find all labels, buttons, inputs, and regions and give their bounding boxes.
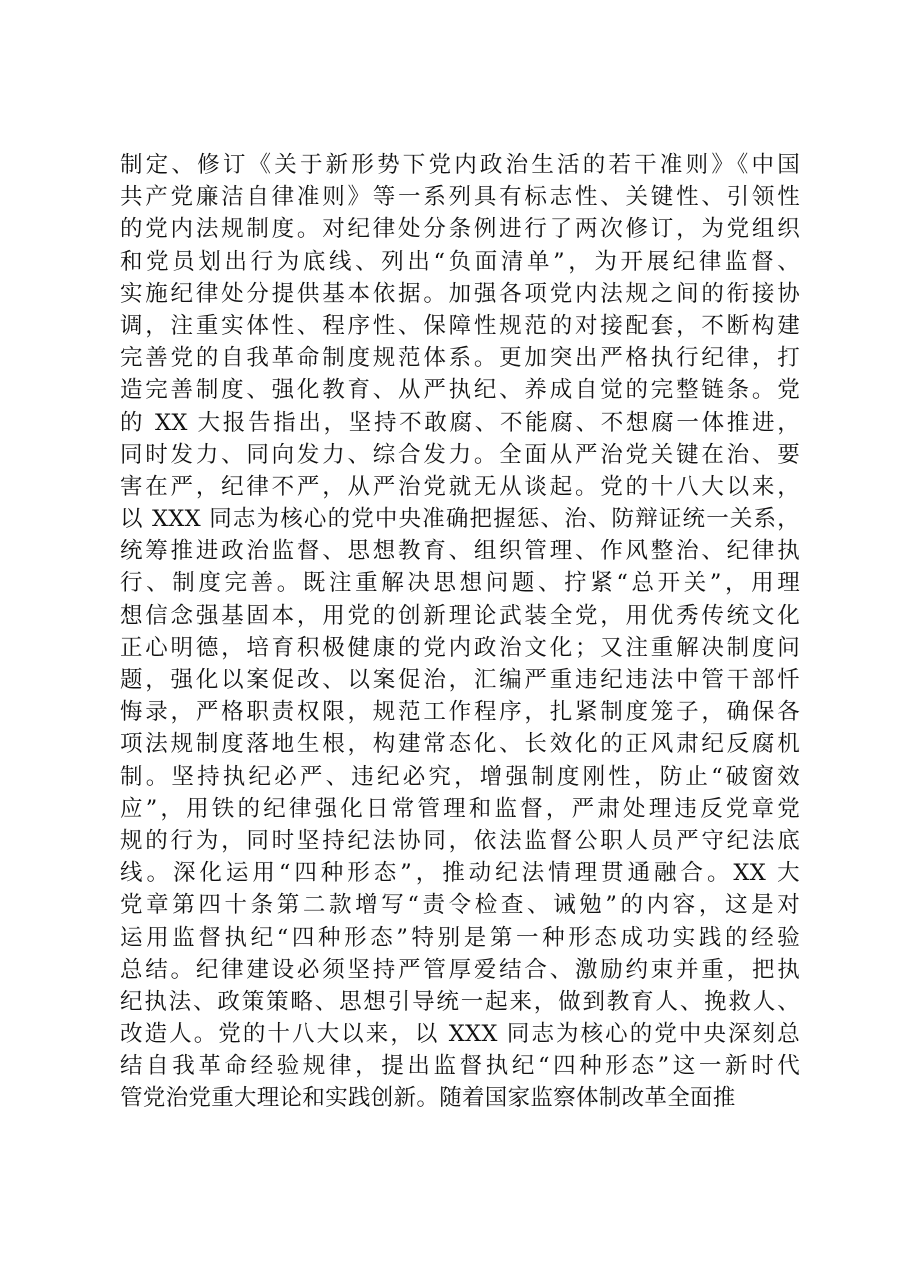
text-line: 的 XX 大报告指出，坚持不敢腐、不能腐、不想腐一体推进， (120, 409, 800, 436)
text-line: 项法规制度落地生根，构建常态化、长效化的正风肃纪反腐机 (120, 731, 800, 758)
text-line: 正心明德，培育积极健康的党内政治文化；又注重解决制度问 (120, 634, 800, 661)
text-line: 统筹推进政治监督、思想教育、组织管理、作风整治、纪律执 (120, 538, 800, 565)
text-line: 运用监督执纪“四种形态”特别是第一种形态成功实践的经验 (120, 924, 800, 951)
text-line: 悔录，严格职责权限，规范工作程序，扎紧制度笼子，确保各 (120, 699, 800, 726)
text-line: 改造人。党的十八大以来，以 XXX 同志为核心的党中央深刻总 (120, 1021, 800, 1048)
text-line: 想信念强基固本，用党的创新理论武装全党，用优秀传统文化 (120, 602, 800, 629)
text-line: 行、制度完善。既注重解决思想问题、拧紧“总开关”，用理 (120, 570, 800, 597)
text-line: 同时发力、同向发力、综合发力。全面从严治党关键在治、要 (120, 441, 800, 468)
text-line: 的党内法规制度。对纪律处分条例进行了两次修订，为党组织 (120, 216, 800, 243)
text-line: 规的行为，同时坚持纪法协同，依法监督公职人员严守纪法底 (120, 827, 800, 854)
text-line: 制定、修订《关于新形势下党内政治生活的若干准则》《中国 (120, 152, 800, 178)
text-line: 线。深化运用“四种形态”，推动纪法情理贯通融合。XX 大 (120, 860, 800, 887)
text-line: 党章第四十条第二款增写“责令检查、诫勉”的内容，这是对 (120, 892, 800, 919)
text-line: 以 XXX 同志为核心的党中央准确把握惩、治、防辩证统一关系， (120, 506, 800, 533)
text-line: 实施纪律处分提供基本依据。加强各项党内法规之间的衔接协 (120, 280, 800, 307)
text-line: 制。坚持执纪必严、违纪必究，增强制度刚性，防止“破窗效 (120, 763, 800, 790)
text-line: 结自我革命经验规律，提出监督执纪“四种形态”这一新时代 (120, 1053, 800, 1080)
body-text (120, 149, 800, 1115)
text-line: 总结。纪律建设必须坚持严管厚爱结合、激励约束并重，把执 (120, 956, 800, 983)
text-line: 造完善制度、强化教育、从严执纪、养成自觉的完整链条。党 (120, 377, 800, 404)
text-line: 题，强化以案促改、以案促治，汇编严重违纪违法中管干部忏 (120, 667, 800, 693)
text-line: 应”，用铁的纪律强化日常管理和监督，严肃处理违反党章党 (120, 795, 800, 822)
text-line: 害在严，纪律不严，从严治党就无从谈起。党的十八大以来， (120, 473, 800, 500)
text-line: 完善党的自我革命制度规范体系。更加突出严格执行纪律，打 (120, 345, 800, 372)
text-line: 管党治党重大理论和实践创新。随着国家监察体制改革全面推 (120, 1085, 736, 1112)
text-line: 和党员划出行为底线、列出“负面清单”，为开展纪律监督、 (120, 248, 800, 275)
text-line: 共产党廉洁自律准则》等一系列具有标志性、关键性、引领性 (120, 184, 800, 211)
text-line: 调，注重实体性、程序性、保障性规范的对接配套，不断构建 (120, 312, 800, 339)
text-line: 纪执法、政策策略、思想引导统一起来，做到教育人、挽救人、 (120, 988, 800, 1015)
